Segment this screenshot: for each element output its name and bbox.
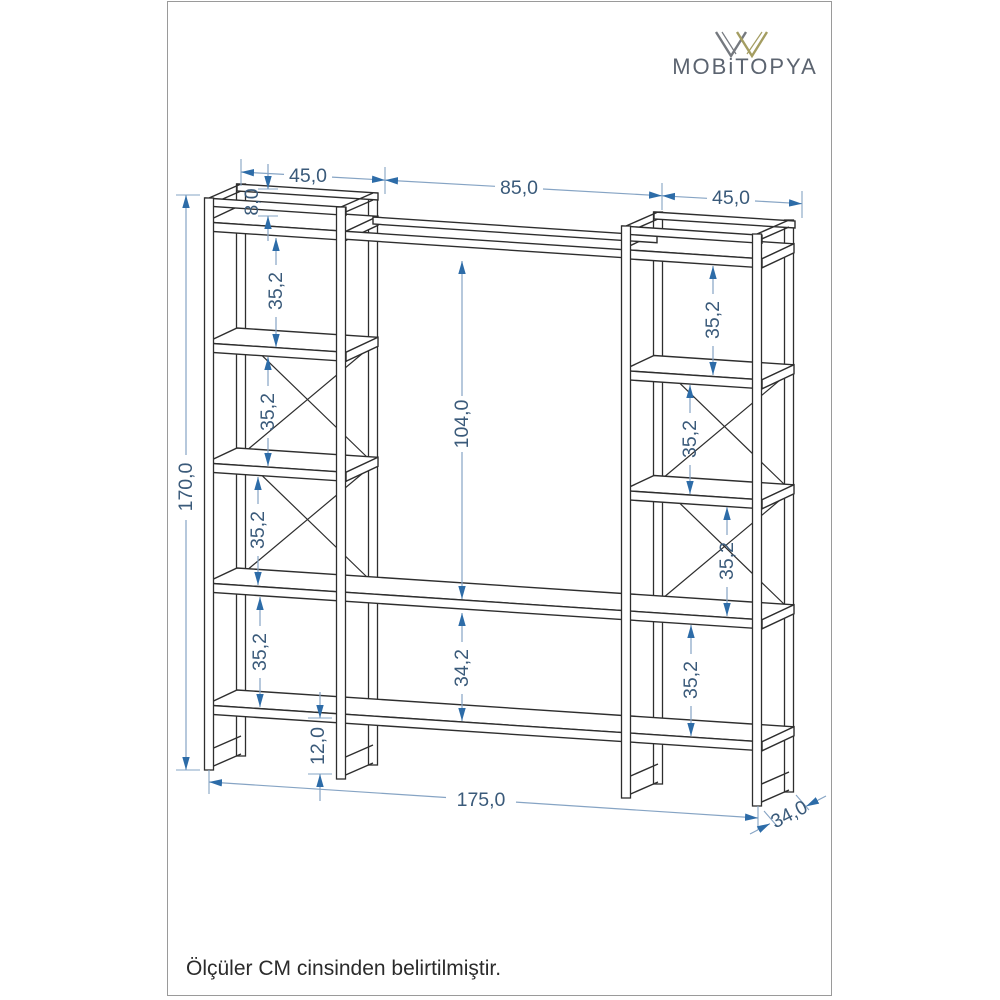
dim-label-total-height: 170,0 <box>175 462 197 512</box>
dim-middle-opening <box>451 261 473 599</box>
dim-label-middle-lower-gap: 34,2 <box>451 649 473 687</box>
dim-total-height <box>175 195 200 770</box>
brand-monogram-icon <box>716 32 767 56</box>
dim-label-left-width: 45,0 <box>289 165 327 187</box>
dim-label-gap-r4: 35,2 <box>680 661 702 699</box>
dim-label-right-width: 45,0 <box>712 187 750 209</box>
long-shelves <box>205 568 794 751</box>
hanging-rail <box>341 217 657 258</box>
dim-label-gap-l2: 35,2 <box>257 393 279 431</box>
dim-label-gap-r2: 35,2 <box>679 420 701 458</box>
dim-label-gap-l3: 35,2 <box>247 511 269 549</box>
dim-label-middle-opening: 104,0 <box>451 399 473 449</box>
dim-label-total-width: 175,0 <box>456 789 506 811</box>
dim-total-width <box>209 770 758 830</box>
dim-label-gap-r3: 35,2 <box>716 542 738 580</box>
dim-label-bottom-clearance: 12,0 <box>307 727 329 765</box>
shelves <box>205 207 794 751</box>
dim-label-top-gap: 8,0 <box>241 188 263 216</box>
dim-label-gap-l4: 35,2 <box>249 633 271 671</box>
dim-label-mid-width: 85,0 <box>500 177 538 199</box>
dim-label-gap-r1: 35,2 <box>702 301 724 339</box>
dim-label-depth: 34,0 <box>767 796 812 834</box>
brand-logo <box>672 32 818 79</box>
dim-label-gap-l1: 35,2 <box>265 272 287 310</box>
right-unit-shelves <box>622 235 794 509</box>
units-note: Ölçüler CM cinsinden belirtilmiştir. <box>186 957 502 980</box>
brand-name: MOBiTOPYA <box>672 54 818 79</box>
left-unit-shelves <box>205 207 378 481</box>
